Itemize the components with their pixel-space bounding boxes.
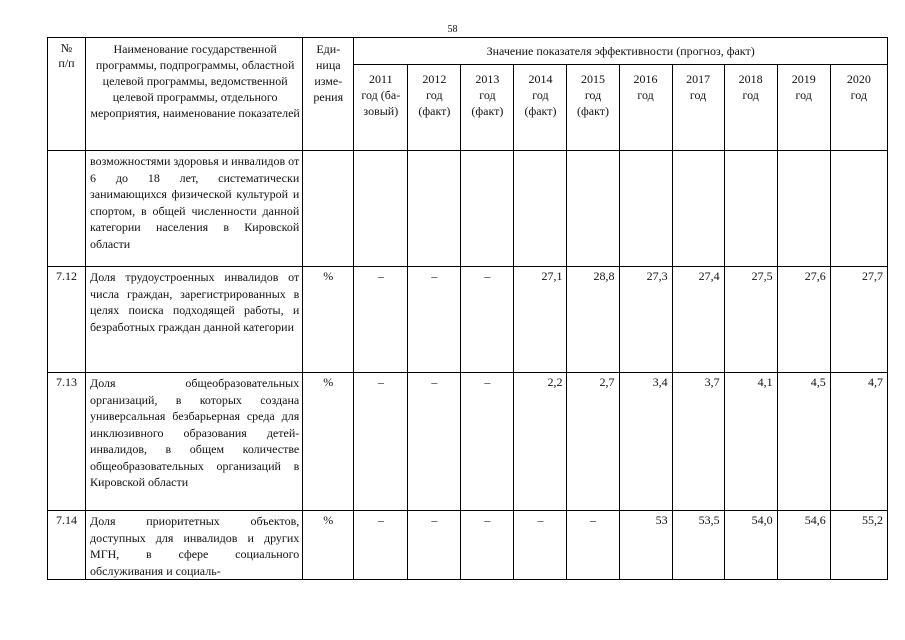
row-value: 3,4 xyxy=(619,373,672,511)
row-value xyxy=(830,151,887,267)
row-value: 54,6 xyxy=(777,511,830,580)
row-unit: % xyxy=(303,511,354,580)
row-value: 55,2 xyxy=(830,511,887,580)
header-year: 2012 год (факт) xyxy=(408,65,461,151)
row-value xyxy=(408,151,461,267)
row-value: 27,6 xyxy=(777,267,830,373)
row-value: – xyxy=(408,267,461,373)
row-value: 54,0 xyxy=(724,511,777,580)
row-value: 27,4 xyxy=(672,267,724,373)
header-year: 2014 год (факт) xyxy=(514,65,567,151)
row-unit xyxy=(303,151,354,267)
row-num xyxy=(48,151,86,267)
row-value: 53,5 xyxy=(672,511,724,580)
row-value: – xyxy=(354,373,408,511)
table-row xyxy=(48,511,888,580)
header-year: 2018 год xyxy=(724,65,777,151)
row-num: 7.13 xyxy=(48,373,86,511)
row-value xyxy=(354,151,408,267)
row-name: Доля приоритетных объектов, доступных для инвалидов и других МГН, в сфере социального обслуживания и социаль- xyxy=(86,511,303,580)
row-value: 4,1 xyxy=(724,373,777,511)
row-value: – xyxy=(408,511,461,580)
header-year: 2015 год (факт) xyxy=(567,65,619,151)
row-value: 27,7 xyxy=(830,267,887,373)
table-row xyxy=(48,267,888,373)
table-row xyxy=(48,151,888,267)
header-unit: Еди- ница изме- рения xyxy=(303,38,354,151)
row-value: 27,3 xyxy=(619,267,672,373)
page-number: 58 xyxy=(447,24,458,35)
indicators-table xyxy=(47,37,888,580)
header-row-top xyxy=(48,38,888,65)
row-value: 27,1 xyxy=(514,267,567,373)
row-value xyxy=(672,151,724,267)
row-value: – xyxy=(461,373,514,511)
row-value xyxy=(619,151,672,267)
row-num: 7.14 xyxy=(48,511,86,580)
header-num: № п/п xyxy=(48,38,86,151)
row-num: 7.12 xyxy=(48,267,86,373)
header-year: 2011 год (ба- зовый) xyxy=(354,65,408,151)
header-year: 2019 год xyxy=(777,65,830,151)
row-unit: % xyxy=(303,373,354,511)
row-value: 27,5 xyxy=(724,267,777,373)
row-value xyxy=(724,151,777,267)
header-year: 2017 год xyxy=(672,65,724,151)
row-value: 4,5 xyxy=(777,373,830,511)
row-value xyxy=(461,151,514,267)
row-name: Доля общеобразовательных организаций, в которых создана универсальная безбарьерная среда для инклюзивного образования детей-инвалидов, в общем количестве общеобразовательных организаций в Кировской области xyxy=(86,373,303,511)
row-value xyxy=(777,151,830,267)
row-value: 53 xyxy=(619,511,672,580)
row-value: 28,8 xyxy=(567,267,619,373)
row-value: 2,2 xyxy=(514,373,567,511)
row-value: – xyxy=(408,373,461,511)
row-value: – xyxy=(514,511,567,580)
row-value xyxy=(514,151,567,267)
row-value: – xyxy=(567,511,619,580)
row-unit: % xyxy=(303,267,354,373)
row-value: 2,7 xyxy=(567,373,619,511)
row-value: – xyxy=(354,267,408,373)
row-value: – xyxy=(461,267,514,373)
header-year: 2013 год (факт) xyxy=(461,65,514,151)
row-value: – xyxy=(354,511,408,580)
header-values-group: Значение показателя эффективности (прогноз, факт) xyxy=(354,38,888,65)
header-name: Наименование государственной программы, подпрограммы, областной целевой программы, ведомственной целевой программы, отдельного мероприятия, наименование показателей xyxy=(86,38,303,151)
row-name: Доля трудоустроенных инвалидов от числа граждан, зарегистрированных в целях поиска подходящей работы, и безработных граждан данной категории xyxy=(86,267,303,373)
row-name: возможностями здоровья и инвалидов от 6 до 18 лет, систематически занимающихся физической культурой и спортом, в общей численности данной категории населения в Кировской области xyxy=(86,151,303,267)
header-year: 2020 год xyxy=(830,65,887,151)
header-year: 2016 год xyxy=(619,65,672,151)
row-value xyxy=(567,151,619,267)
row-value: 3,7 xyxy=(672,373,724,511)
row-value: – xyxy=(461,511,514,580)
row-value: 4,7 xyxy=(830,373,887,511)
table-row xyxy=(48,373,888,511)
